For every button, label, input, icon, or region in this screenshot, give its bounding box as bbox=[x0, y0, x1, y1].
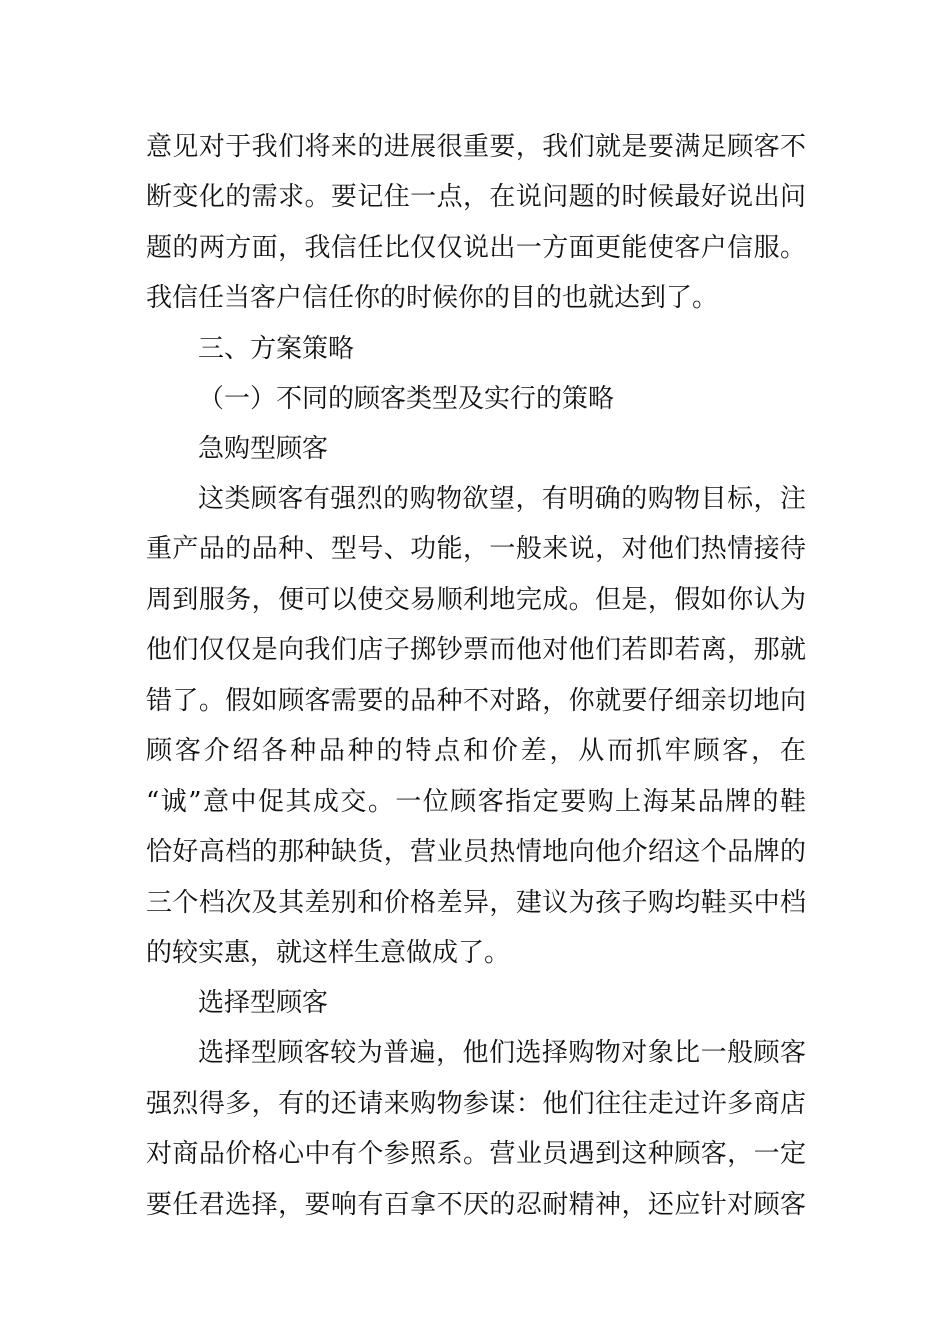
paragraph-line: “诚”意中促其成交。一位顾客指定要购上海某品牌的鞋 bbox=[146, 787, 806, 817]
paragraph-line: 对商品价格心中有个参照系。营业员遇到这种顾客，一定 bbox=[146, 1139, 806, 1169]
paragraph-line: 意见对于我们将来的进展很重要，我们就是要满足顾客不 bbox=[146, 132, 806, 162]
paragraph-line: 顾客介绍各种品种的特点和价差，从而抓牢顾客，在 bbox=[146, 736, 806, 766]
paragraph-line: 周到服务，便可以使交易顺利地完成。但是，假如你认为 bbox=[146, 585, 806, 615]
paragraph-line: 这类顾客有强烈的购物欲望，有明确的购物目标，注 bbox=[198, 484, 806, 514]
paragraph-line: 他们仅仅是向我们店子掷钞票而他对他们若即若离，那就 bbox=[146, 635, 806, 665]
paragraph-line: 三个档次及其差别和价格差异，建议为孩子购均鞋买中档 bbox=[146, 888, 806, 918]
paragraph-line: 选择型顾客较为普遍，他们选择购物对象比一般顾客 bbox=[198, 1038, 806, 1068]
paragraph-line: 的较实惠，就这样生意做成了。 bbox=[146, 938, 511, 968]
paragraph-line: 恰好高档的那种缺货，营业员热情地向他介绍这个品牌的 bbox=[146, 837, 806, 867]
customer-type-heading: 急购型顾客 bbox=[198, 434, 329, 464]
subsection-heading: （一）不同的顾客类型及实行的策略 bbox=[198, 384, 615, 414]
customer-type-heading: 选择型顾客 bbox=[198, 988, 329, 1018]
paragraph-line: 我信任当客户信任你的时候你的目的也就达到了。 bbox=[146, 283, 719, 313]
paragraph-line: 重产品的品种、型号、功能，一般来说，对他们热情接待 bbox=[146, 534, 806, 564]
paragraph-line: 强烈得多，有的还请来购物参谋：他们往往走过许多商店 bbox=[146, 1089, 806, 1119]
paragraph-line: 题的两方面，我信任比仅仅说出一方面更能使客户信服。 bbox=[146, 233, 806, 263]
paragraph-line: 断变化的需求。要记住一点，在说问题的时候最好说出问 bbox=[146, 182, 806, 212]
section-heading: 三、方案策略 bbox=[198, 334, 355, 364]
paragraph-line: 要任君选择，要响有百拿不厌的忍耐精神，还应针对顾客 bbox=[146, 1190, 806, 1220]
paragraph-line: 错了。假如顾客需要的品种不对路，你就要仔细亲切地向 bbox=[146, 686, 806, 716]
